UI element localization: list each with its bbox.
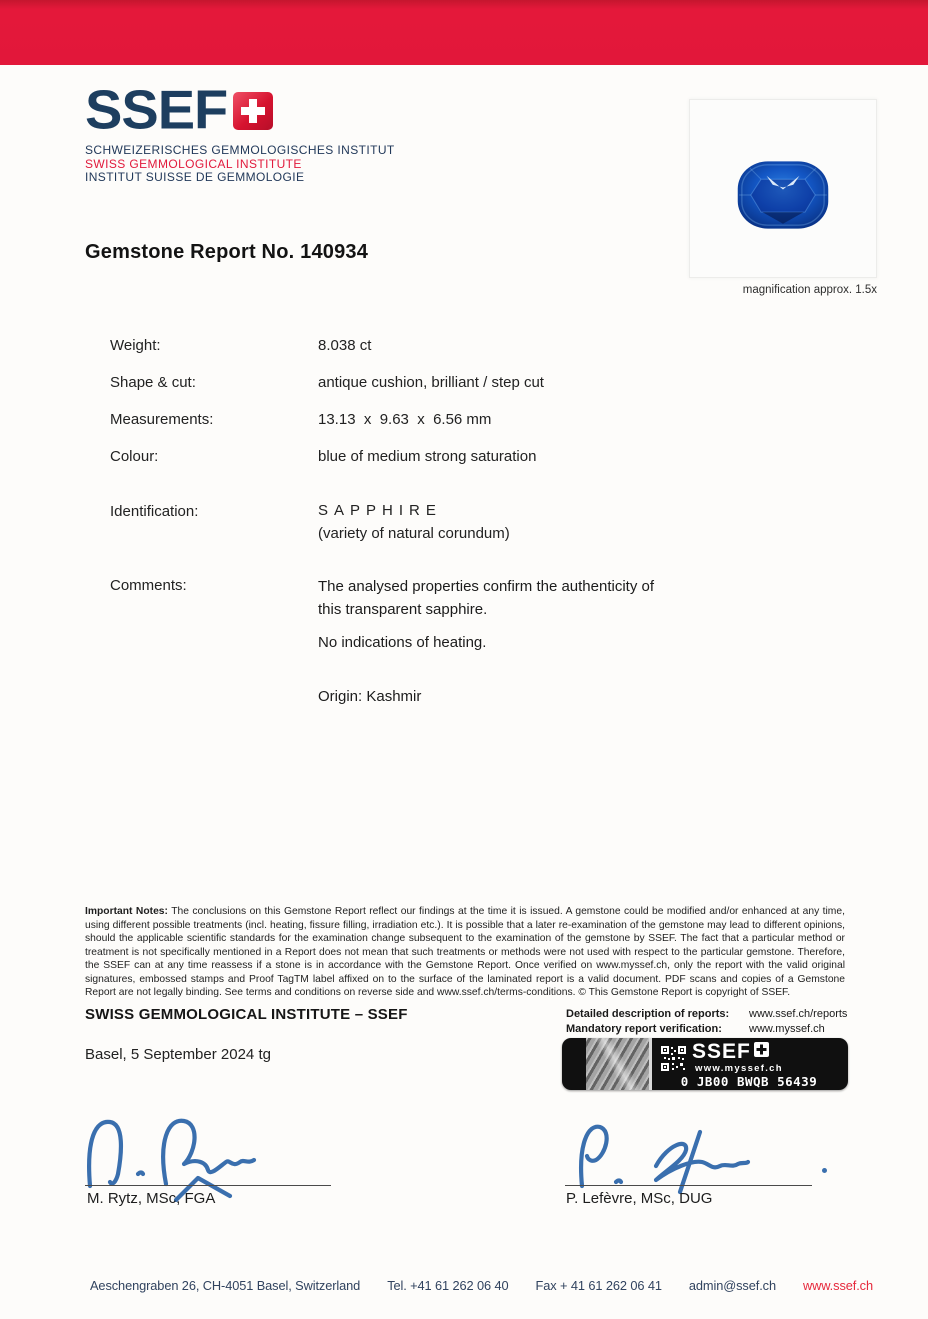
qr-code-icon: [660, 1045, 687, 1077]
identification-subvalue: (variety of natural corundum): [318, 525, 510, 542]
measurements-value: 13.13 x 9.63 x 6.56 mm: [318, 411, 492, 428]
footer-address: Aeschengraben 26, CH-4051 Basel, Switzerland: [90, 1278, 361, 1293]
colour-label: Colour:: [110, 448, 159, 465]
verification-url: www.myssef.ch: [749, 1022, 825, 1035]
signature-line-right: [565, 1185, 812, 1186]
comments-label: Comments:: [110, 577, 187, 594]
reports-desc-url: www.ssef.ch/reports: [749, 1008, 848, 1020]
footer-contact-line: [90, 1278, 880, 1293]
shape-cut-label: Shape & cut:: [110, 374, 196, 391]
ssef-wordmark: SSEF: [85, 78, 228, 141]
sticker-url: www.myssef.ch: [695, 1063, 783, 1074]
comments-authenticity: The analysed properties confirm the authenticity of this transparent sapphire.: [318, 578, 655, 618]
sapphire-photo: [735, 157, 831, 238]
signatory-name-rytz: M. Rytz, MSc, FGA: [87, 1190, 216, 1207]
top-red-band: [0, 0, 928, 65]
verification-links: [566, 1007, 847, 1036]
comments-origin: Origin: Kashmir: [318, 688, 422, 705]
verification-label: Mandatory report verification:: [566, 1022, 722, 1035]
signatory-name-lefevre: P. Lefèvre, MSc, DUG: [566, 1190, 713, 1207]
sticker-code: 0 JB00 BWQB 56439: [680, 1074, 818, 1089]
date-line: Basel, 5 September 2024 tg: [85, 1046, 271, 1063]
reports-desc-label: Detailed description of reports:: [566, 1008, 730, 1020]
shape-cut-value: antique cushion, brilliant / step cut: [318, 374, 544, 391]
colour-value: blue of medium strong saturation: [318, 448, 537, 465]
footer-website: www.ssef.ch: [802, 1278, 873, 1293]
logo-subline-french: INSTITUT SUISSE DE GEMMOLOGIE: [85, 170, 305, 184]
footer-tel: Tel. +41 61 262 06 40: [387, 1278, 509, 1293]
weight-label: Weight:: [110, 337, 161, 354]
photo-magnification-caption: magnification approx. 1.5x: [742, 284, 877, 296]
hologram-strip: [586, 1038, 652, 1090]
gem-photo-frame: [689, 99, 877, 278]
security-sticker: [562, 1038, 848, 1090]
sticker-ssef-brand: SSEF: [692, 1040, 751, 1063]
institute-name: SWISS GEMMOLOGICAL INSTITUTE – SSEF: [85, 1006, 408, 1023]
important-notes-text: The conclusions on this Gemstone Report reflect our findings at the time it is issued. A gemstone could be modified and/or enhanced at any time, using different possible treatments (incl. heating, fissure filling, irradiation etc.). It is possible that a later re-examination of the gemstone may lead to different opinions, should the applicable scientific standards for the examination change subsequent to the examination of the gemstone by SSEF. The fact that a particular method or treatment is not specifically mentioned in a Report does not mean that such treatments or methods were not used with respect to the particular gemstone. Therefore, the SSEF can at any time reassess if a stone is in accordance with the Gemstone Report. Once verified on www.myssef.ch, only the report with the valid original signatures, embossed stamps and Proof TagTM label affixed on to the surface of the laminated report is a valid document. PDF scans and copies of a Gemstone Report are not legally binding. See terms and conditions on reverse side and www.ssef.ch/terms-conditions. © This Gemstone Report is copyright of SSEF.: [85, 906, 845, 998]
report-title: Gemstone Report No. 140934: [85, 241, 369, 263]
comments-heating: No indications of heating.: [318, 634, 487, 651]
identification-value: SAPPHIRE: [318, 502, 442, 519]
weight-value: 8.038 ct: [318, 337, 372, 354]
swiss-cross-icon: [233, 92, 273, 135]
footer-fax: Fax + 41 61 262 06 41: [535, 1278, 662, 1293]
measurements-label: Measurements:: [110, 411, 214, 428]
sticker-cross-icon: [754, 1042, 769, 1062]
important-notes: [85, 905, 845, 1000]
signature-period-dot: [822, 1168, 827, 1173]
comments-block: [318, 575, 670, 708]
logo-subline-english: SWISS GEMMOLOGICAL INSTITUTE: [85, 156, 302, 171]
logo-subline-german: SCHWEIZERISCHES GEMMOLOGISCHES INSTITUT: [85, 143, 395, 157]
footer-email: admin@ssef.ch: [688, 1278, 776, 1293]
ssef-logo: [85, 78, 395, 185]
important-notes-label: Important Notes:: [85, 906, 168, 917]
signature-line-left: [85, 1185, 331, 1186]
identification-label: Identification:: [110, 503, 199, 520]
